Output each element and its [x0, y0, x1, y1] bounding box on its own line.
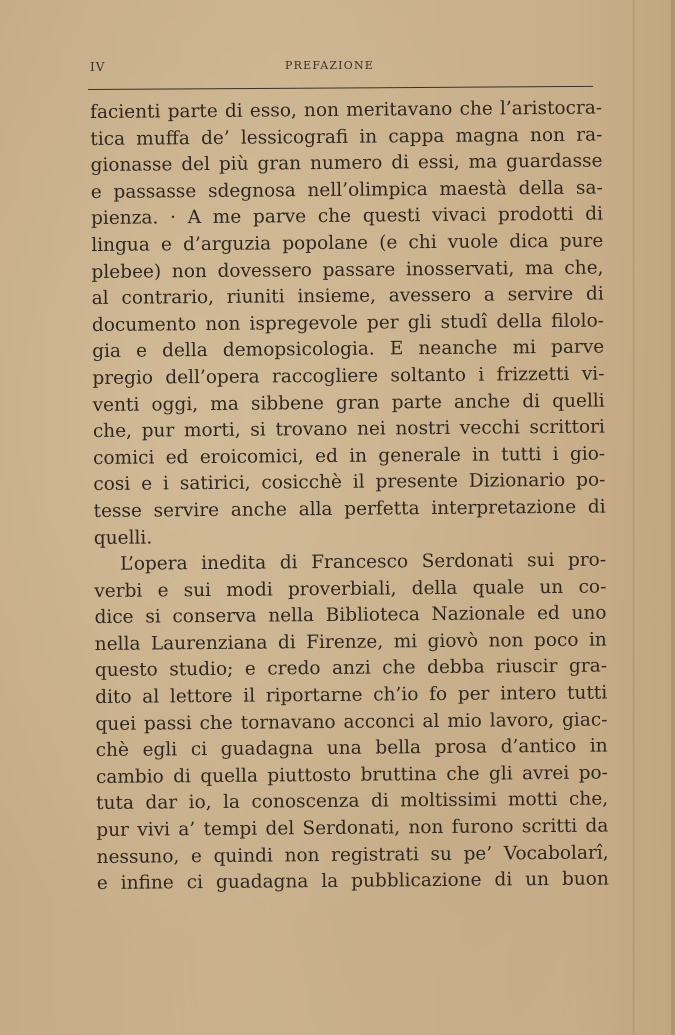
text-line: pregio dell’opera raccogliere soltanto i frizzetti vi- [92, 363, 605, 389]
text-line: quei passi che tornavano acconci al mio lavoro, giac- [95, 709, 608, 735]
text-line: pur vivi a’ tempi del Serdonati, non furono scritti da [96, 815, 609, 842]
text-line: e infine ci guadagna la pubblicazione di un buon [96, 868, 609, 895]
text-line: gia e della demopsicologia. E neanche mi parve [92, 336, 605, 363]
text-line: documento non ispregevole per gli studî della filolo- [91, 310, 605, 336]
text-line: lingua e d’arguzia popolane (e chi vuole dica pure [91, 230, 604, 256]
paragraph-start-line: L’opera inedita di Francesco Serdonati sui pro- [119, 549, 607, 575]
text-line: tesse servire anche alla perfetta interpretazione di [93, 496, 606, 522]
text-line: dice si conserva nella Biblioteca Nazionale ed uno [94, 602, 607, 629]
text-line: comici ed eroicomici, ed in generale in tutti i gio- [93, 443, 606, 469]
page-fold-shadow [632, 0, 635, 1035]
header-rule [88, 86, 593, 90]
text-line: che, pur morti, si trovano nei nostri vecchi scrittori [92, 416, 605, 443]
page-number: IV [90, 60, 106, 74]
text-line: plebee) non dovessero passare inosservati, ma che, [91, 257, 604, 283]
text-line: verbi e sui modi proverbiali, della quale un co- [94, 576, 607, 602]
body-text [90, 95, 622, 897]
text-line: nessuno, e quindi non registrati su pe’ Vocabolarî, [96, 842, 609, 868]
text-line: gionasse del più gran numero di essi, ma guardasse [90, 150, 603, 177]
text-line: cambio di quella piuttosto bruttina che gli avrei po- [95, 762, 608, 788]
page-edge [671, 0, 675, 1035]
text-line: al contrario, riuniti insieme, avessero a servire di [91, 283, 604, 310]
text-line: pienza. · A me parve che questi vivaci prodotti di [90, 203, 604, 230]
text-line: venti oggi, ma sibbene gran parte anche di quelli [92, 390, 605, 416]
text-line: nella Laurenziana di Firenze, mi giovò non poco in [94, 629, 607, 655]
text-line: tuta dar io, la conoscenza di moltissimi motti che, [96, 788, 609, 815]
text-line: e passasse sdegnosa nell’olimpica maestà della sa- [90, 177, 603, 203]
running-title: PREFAZIONE [285, 59, 374, 72]
text-line: tica muffa de’ lessicografi in cappa magna non ra- [90, 124, 603, 150]
text-line: cosi e i satirici, cosicchè il presente Dizionario po- [93, 469, 606, 496]
text-line: dito al lettore il riportarne ch’io fo per intero tutti [95, 682, 608, 709]
text-line: facienti parte di esso, non meritavano che l’aristocra- [90, 97, 603, 123]
paragraph-end-line: quelli. [93, 526, 153, 549]
page-header [90, 56, 610, 76]
text-line: chè egli ci guadagna una bella prosa d’antico in [95, 735, 608, 762]
text-line: questo studio; e credo anzi che debba riuscir gra- [94, 655, 608, 682]
